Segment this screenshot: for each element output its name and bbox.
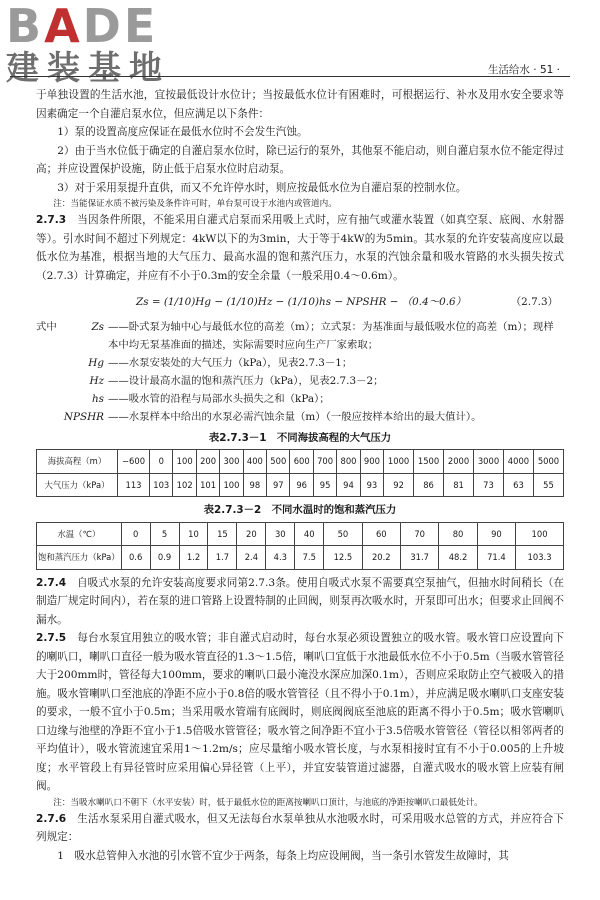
equation-body: Zs = (1/10)Hg − (1/10)Hz − (1/10)hs − NPSHR − （0.4～0.6） (136, 296, 467, 308)
table-cell: 48.2 (439, 546, 477, 570)
clause-item: 1 吸水总管伸入水池的引水管不宜少于两条，每条上均应设闸阀，当一条引水管发生故障时，其 (57, 849, 509, 862)
table-cell: 5000 (533, 450, 563, 474)
table-cell: 1.2 (179, 546, 208, 570)
table-cell: 7.5 (295, 546, 324, 570)
table-cell: 12.5 (324, 546, 362, 570)
definition: ——设计最高水温的饱和蒸汽压力（kPa），见表2.7.3－2； (108, 374, 384, 387)
clause-2-7-3: 2.7.3 当因条件所限，不能采用自灌式启泵而采用吸上式时，应有抽气或灌水装置（如真空泵、底阀、水射器等）。引水时间不超过下列规定：4kW以下的为3min，大于等于4kW的为5min。其水泵的允许安装高度应以最低水位为基准，根据当地的大气压力、最高水温的饱和蒸汽压力，水泵的汽蚀余量和吸水管路的水头损失按式（2.7.3）计算确定，并应有不小于0.3m的安全余量（一般采用0.4～0.6m）。 (36, 214, 565, 282)
table-cell: 500 (267, 450, 290, 474)
clause-number: 2.7.6 (36, 812, 67, 825)
table-cell: 80 (439, 522, 477, 546)
table-cell: 5 (150, 522, 179, 546)
table-cell: −600 (118, 450, 150, 474)
definition: ——水泵样本中给出的水泵必需汽蚀余量（m）（一般应按样本给出的最大值计）。 (108, 410, 482, 423)
equation (36, 293, 564, 312)
table-cell: 94 (337, 473, 360, 497)
table-cell: 81 (444, 473, 474, 497)
table-cell: 100 (173, 450, 196, 474)
table-row (37, 522, 564, 546)
table-header-cell: 饱和蒸汽压力（kPa） (37, 546, 122, 570)
table-cell: 10 (179, 522, 208, 546)
clause-number: 2.7.4 (36, 576, 67, 589)
defs-label: 式中 (36, 320, 57, 333)
table-cell: 1.7 (208, 546, 237, 570)
table-cell: 0.6 (121, 546, 150, 570)
running-header (488, 62, 560, 77)
table-row (37, 450, 564, 474)
table-cell: 1500 (414, 450, 444, 474)
page-number: · 51 · (533, 64, 560, 76)
table-cell: 50 (324, 522, 362, 546)
table-cell: 1000 (384, 450, 414, 474)
table-caption: 表2.7.3－2 不同水温时的饱和蒸汽压力 (203, 504, 397, 516)
logo-chinese: 建装基地 (6, 48, 170, 87)
table-cell: 15 (208, 522, 237, 546)
table-cell: 102 (173, 473, 196, 497)
equation-number: （2.7.3） (510, 296, 558, 308)
table-cell: 95 (313, 473, 336, 497)
symbol: NPSHR (63, 410, 104, 423)
table-cell: 700 (313, 450, 336, 474)
clause-2-7-6: 2.7.6 生活水泵采用自灌式吸水，但又无法每台水泵单独从水池吸水时，可采用吸水总管的方式，并应符合下列规定： (36, 812, 565, 843)
table-cell: 4000 (503, 450, 533, 474)
symbol: Zs (91, 320, 104, 333)
table-cell: 90 (477, 522, 515, 546)
table-cell: 900 (360, 450, 383, 474)
condition-3: 3）对于采用泵提升直供，而又不允许停水时，则应按最低水位为自灌启泵的控制水位。 (57, 181, 467, 194)
paragraph: 于单独设置的生活水池，宜按最低设计水位计；当按最低水位计有困难时，可根据运行、补水及用水安全要求等因素确定一个自灌启泵水位，但应满足以下条件： (36, 89, 564, 120)
definition: ——吸水管的沿程与局部水头损失之和（kPa）； (108, 392, 330, 405)
table-cell: 86 (414, 473, 444, 497)
table-cell: 0.9 (150, 546, 179, 570)
table-cell: 103.3 (516, 546, 564, 570)
header-rule (10, 76, 570, 77)
table-cell: 97 (267, 473, 290, 497)
symbol: Hz (89, 374, 104, 387)
table-cell: 3000 (474, 450, 504, 474)
table-cell: 60 (362, 522, 400, 546)
clause-number: 2.7.3 (36, 214, 67, 226)
table-cell: 800 (337, 450, 360, 474)
table-cell: 103 (150, 473, 173, 497)
clause-number: 2.7.5 (36, 632, 67, 644)
table-cell: 63 (503, 473, 533, 497)
table-cell: 55 (533, 473, 563, 497)
table-cell: 20.2 (362, 546, 400, 570)
table-cell: 400 (243, 450, 266, 474)
table-cell: 0 (121, 522, 150, 546)
table-caption: 表2.7.3－1 不同海拔高程的大气压力 (208, 431, 392, 444)
table-cell: 71.4 (477, 546, 515, 570)
condition-2: 2）由于当水位低于确定的自灌启泵水位时，除已运行的泵外，其他泵不能启动，则自灌启泵水位不能定得过高；并应设置保护设施，防止低于启泵水位时启动泵。 (36, 144, 564, 175)
table-cell: 96 (290, 473, 313, 497)
table-header-cell: 大气压力（kPa） (37, 473, 118, 497)
table-row (37, 473, 564, 497)
table-cell: 40 (295, 522, 324, 546)
table-cell: 101 (196, 473, 219, 497)
section-title: 生活给水 (487, 64, 530, 76)
note: 注：当吸水喇叭口不朝下（水平安装）时，低于最低水位的距离按喇叭口顶计，与池底的净距按喇叭口最低处计。 (53, 797, 483, 808)
clause-2-7-4: 2.7.4 自吸式水泵的允许安装高度要求同第2.7.3条。使用自吸式水泵不需要真空泵抽气，但抽水时间稍长（在制造厂规定时间内），若在泵的进口管路上设置特制的止回阀，则泵再次吸水时，开泵即可出水；但要求止回阀不漏水。 (36, 576, 565, 626)
brand-logo (6, 2, 206, 86)
vapor-pressure-table (36, 522, 564, 570)
table-cell: 93 (360, 473, 383, 497)
table-cell: 20 (237, 522, 266, 546)
altitude-pressure-table (36, 449, 564, 497)
table-cell: 31.7 (400, 546, 438, 570)
table-cell: 100 (220, 473, 243, 497)
table-cell: 98 (243, 473, 266, 497)
table-cell: 92 (384, 473, 414, 497)
note: 注：当能保证水质不被污染及条件许可时，单台泵可设于水池内或管道内。 (53, 199, 337, 209)
symbol-definitions (36, 318, 564, 426)
table-cell: 73 (474, 473, 504, 497)
table-cell: 100 (516, 522, 564, 546)
table-row (37, 546, 564, 570)
table-cell: 0 (150, 450, 173, 474)
table-cell: 2000 (444, 450, 474, 474)
page-body (36, 86, 564, 865)
table-cell: 30 (266, 522, 295, 546)
table-header-cell: 海拔高程（m） (37, 450, 118, 474)
table-cell: 113 (118, 473, 150, 497)
table-cell: 300 (220, 450, 243, 474)
table-cell: 2.4 (237, 546, 266, 570)
symbol: Hg (88, 356, 104, 369)
table-cell: 70 (400, 522, 438, 546)
table-cell: 600 (290, 450, 313, 474)
definition: ——水泵安装处的大气压力（kPa），见表2.7.3－1； (108, 356, 353, 369)
condition-1: 1）泵的设置高度应保证在最低水位时不会发生汽蚀。 (57, 126, 308, 138)
symbol: hs (91, 392, 104, 405)
clause-2-7-5: 2.7.5 每台水泵宜用独立的吸水管；非自灌式启动时，每台水泵必须设置独立的吸水管。吸水管口应设置向下的喇叭口，喇叭口直径一般为吸水管直径的1.3～1.5倍，喇叭口宜低于水池最低水位不小于0.5m（当吸水管管径大于200mm时，管径每大100mm，要求的喇叭口最小淹没水深应加深0.1m），否则应采取防止空气被吸入的措施。吸水管喇叭口至池底的净距不应小于0.8倍的吸水管管径（且不得小于0.1m），并应满足吸水喇叭口支座安装的要求，一般不宜小于0.5m；当采用吸水管端有底阀时，则底阀阀底至池底的距离不得小于0.5m；吸水管喇叭口边缘与池壁的净距不宜小于1.5倍吸水管管径；吸水管之间净距不宜小于3.5倍吸水管管径（管径以相邻两者的平均值计），吸水管流速宜采用1～1.2m/s；应尽量缩小吸水管长度，与水泵相接时宜有不小于0.005的上升坡度；水平管段上有异径管时应采用偏心异径管（上平），并宜安装管道过滤器，自灌式吸水的吸水管上应装有闸阀。 (36, 632, 565, 792)
logo-wordmark: BADE (6, 0, 159, 53)
table-header-cell: 水温（℃） (37, 522, 122, 546)
table-cell: 200 (196, 450, 219, 474)
definition: ——卧式泵为轴中心与最低水位的高差（m）；立式泵：为基准面与最低吸水位的高差（m）；现样本中均无泵基准面的描述，实际需要时应向生产厂家索取； (108, 320, 554, 351)
table-cell: 4.3 (266, 546, 295, 570)
